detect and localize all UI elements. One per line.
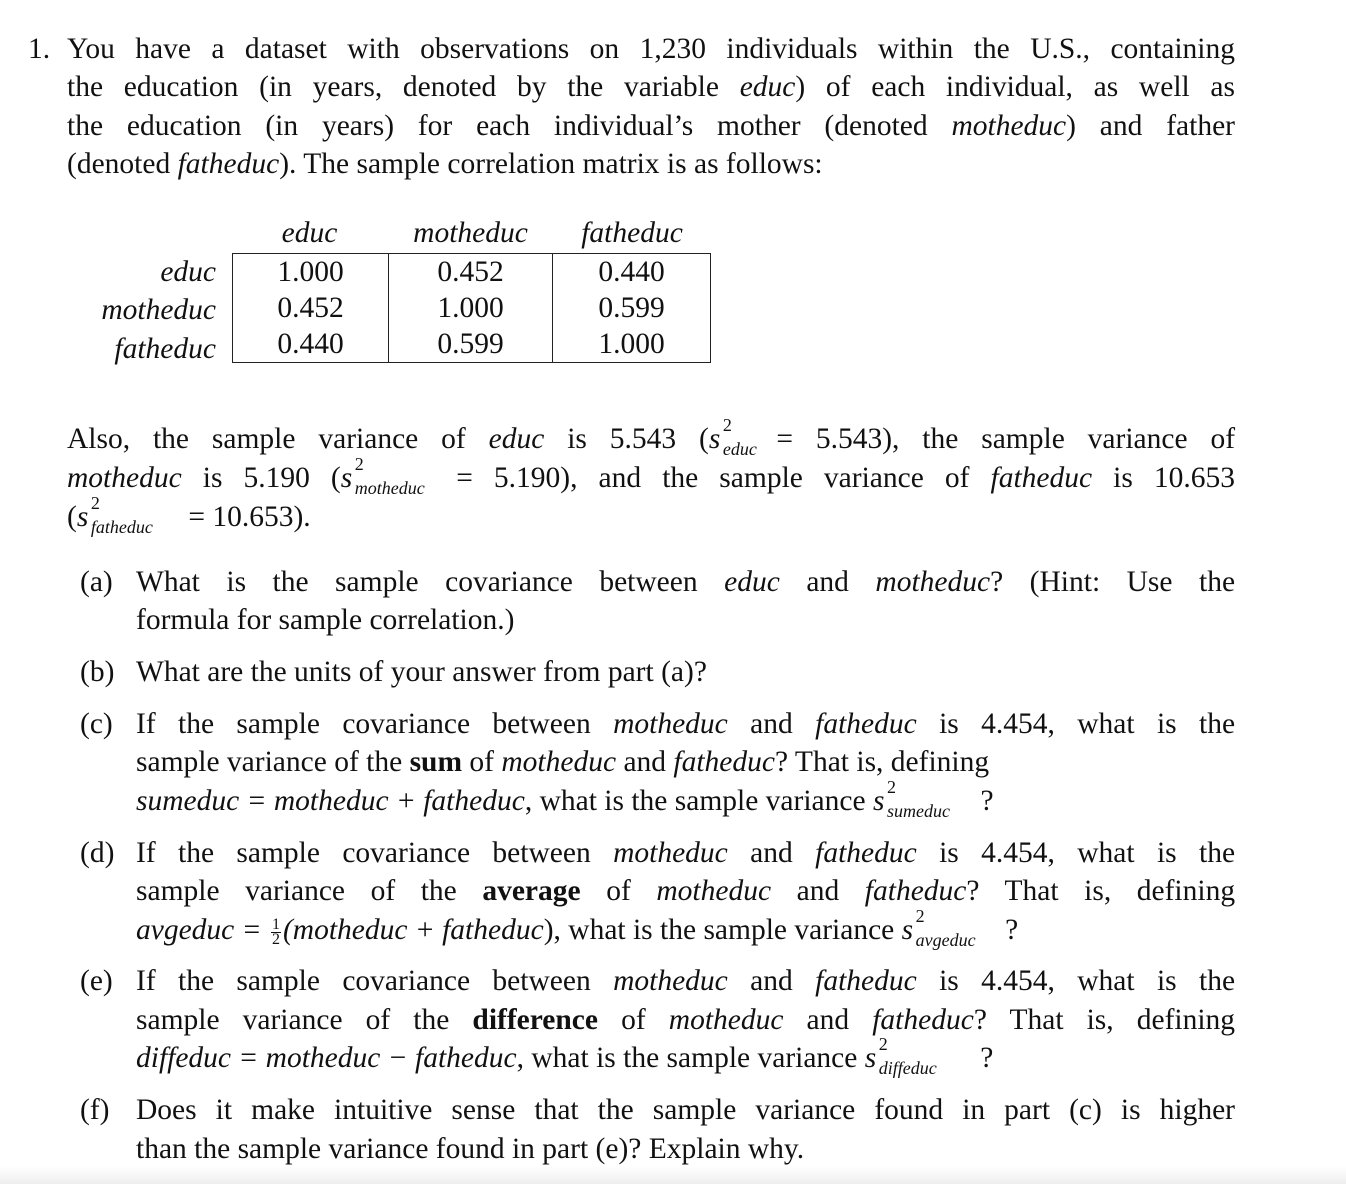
- intro-line-1: You have a dataset with observations on 1,230 individuals within the U.S., containing: [67, 33, 1235, 65]
- part-d-label: (d): [80, 837, 115, 869]
- table-cell: 0.452: [233, 290, 389, 326]
- part-a-line-2: formula for sample correlation.): [136, 604, 515, 636]
- part-c-line-2: sample variance of the sum of motheduc and fatheduc? That is, defining: [136, 746, 990, 778]
- part-c-line-1: If the sample covariance between motheduc and fatheduc is 4.454, what is the: [136, 708, 1236, 740]
- table-cell: 0.452: [389, 254, 553, 291]
- row-label-motheduc: motheduc: [101, 294, 216, 326]
- intro-line-4: (denoted fatheduc). The sample correlation matrix is as follows:: [67, 148, 823, 180]
- part-e-label: (e): [80, 965, 113, 997]
- column-header-fatheduc: fatheduc: [581, 217, 683, 249]
- column-header-educ: educ: [281, 217, 338, 249]
- part-e-line-3: diffeduc = motheduc − fatheduc, what is the sample variance s 2 diffeduc ?: [136, 1034, 994, 1078]
- variance-line-3: (s 2 fatheduc = 10.653).: [67, 493, 311, 537]
- table-cell: 1.000: [389, 290, 553, 326]
- part-d-line-2: sample variance of the average of motheduc and fatheduc? That is, defining: [136, 875, 1236, 907]
- table-row: [233, 326, 711, 363]
- part-c-label: (c): [80, 708, 113, 740]
- correlation-matrix-table: [232, 253, 711, 363]
- table-row: [233, 290, 711, 326]
- one-half-fraction: $\frac{1}{2}$: [271, 915, 280, 948]
- part-f-line-2: than the sample variance found in part (e)? Explain why.: [136, 1133, 805, 1165]
- part-f-label: (f): [80, 1094, 110, 1126]
- table-cell: 1.000: [553, 326, 711, 363]
- intro-line-3: the education (in years) for each individual’s mother (denoted motheduc) and father: [67, 110, 1236, 142]
- variance-line-2: motheduc is 5.190 (s 2 motheduc = 5.190), and the sample variance of fatheduc is 10.653: [67, 454, 1236, 498]
- variance-line-1: Also, the sample variance of educ is 5.543 (s 2 educ = 5.543), the sample variance of: [67, 415, 1236, 459]
- part-a-line-1: What is the sample covariance between educ and motheduc? (Hint: Use the: [136, 566, 1236, 598]
- part-e-line-2: sample variance of the difference of motheduc and fatheduc? That is, defining: [136, 1004, 1236, 1036]
- table-cell: 0.440: [233, 326, 389, 363]
- part-b-label: (b): [80, 656, 115, 688]
- page-bottom-shadow: [0, 1166, 1346, 1184]
- part-f-line-1: Does it make intuitive sense that the sample variance found in part (c) is higher: [136, 1094, 1235, 1126]
- part-d-line-1: If the sample covariance between motheduc and fatheduc is 4.454, what is the: [136, 837, 1236, 869]
- table-cell: 0.599: [553, 290, 711, 326]
- part-b-line-1: What are the units of your answer from part (a)?: [136, 656, 707, 688]
- table-cell: 0.599: [389, 326, 553, 363]
- part-d-line-3: avgeduc = $\frac{1}{2}$ (motheduc + fatheduc), what is the sample variance s 2 avgeduc ?: [136, 906, 1019, 950]
- part-e-line-1: If the sample covariance between motheduc and fatheduc is 4.454, what is the: [136, 965, 1236, 997]
- table-cell: 1.000: [233, 254, 389, 291]
- table-row: [233, 254, 711, 291]
- column-header-motheduc: motheduc: [413, 217, 528, 249]
- part-c-line-3: sumeduc = motheduc + fatheduc, what is the sample variance s 2 sumeduc ?: [136, 777, 994, 821]
- intro-line-2: the education (in years, denoted by the variable educ) of each individual, as well as: [67, 71, 1235, 103]
- question-number: 1.: [28, 33, 51, 65]
- row-label-fatheduc: fatheduc: [114, 333, 216, 365]
- part-a-label: (a): [80, 566, 113, 598]
- row-label-educ: educ: [160, 256, 216, 288]
- table-cell: 0.440: [553, 254, 711, 291]
